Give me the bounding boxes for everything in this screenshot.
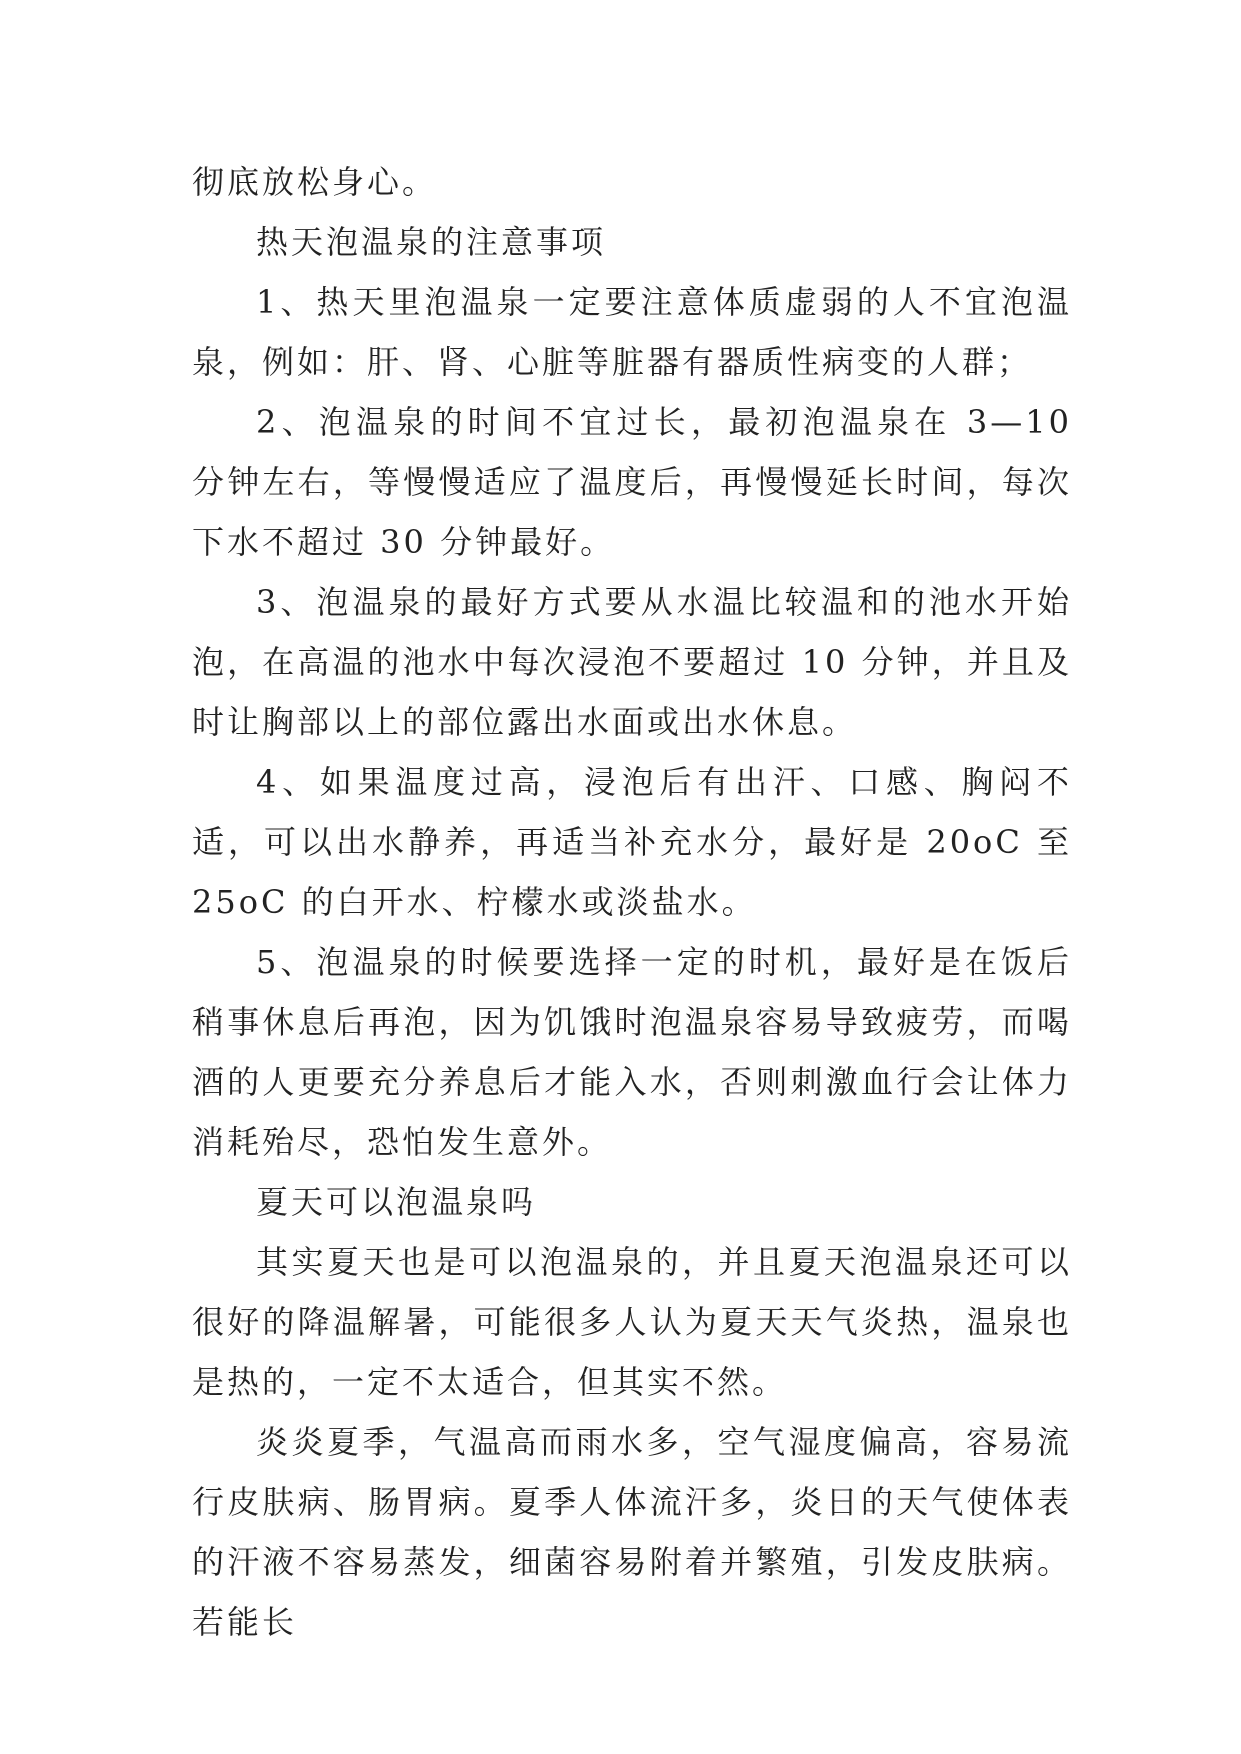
document-body (192, 152, 1072, 1652)
body-paragraph-1: 其实夏天也是可以泡温泉的，并且夏天泡温泉还可以很好的降温解暑，可能很多人认为夏天天气炎热，温泉也是热的，一定不太适合，但其实不然。 (192, 1243, 1072, 1401)
section-heading-precautions: 热天泡温泉的注意事项 (256, 223, 607, 261)
section-heading-summer: 夏天可以泡温泉吗 (256, 1183, 537, 1221)
list-item-2: 2、泡温泉的时间不宜过长，最初泡温泉在 3—10 分钟左右，等慢慢适应了温度后，再慢慢延长时间，每次下水不超过 30 分钟最好。 (192, 403, 1072, 561)
paragraph-continuation: 彻底放松身心。 (192, 163, 438, 201)
body-paragraph-2: 炎炎夏季，气温高而雨水多，空气湿度偏高，容易流行皮肤病、肠胃病。夏季人体流汗多，炎日的天气使体表的汗液不容易蒸发，细菌容易附着并繁殖，引发皮肤病。若能长 (192, 1423, 1072, 1641)
list-item-3: 3、泡温泉的最好方式要从水温比较温和的池水开始泡，在高温的池水中每次浸泡不要超过 10 分钟，并且及时让胸部以上的部位露出水面或出水休息。 (192, 583, 1072, 741)
list-item-5: 5、泡温泉的时候要选择一定的时机，最好是在饭后稍事休息后再泡，因为饥饿时泡温泉容易导致疲劳，而喝酒的人更要充分养息后才能入水，否则刺激血行会让体力消耗殆尽，恐怕发生意外。 (192, 943, 1072, 1161)
list-item-1: 1、热天里泡温泉一定要注意体质虚弱的人不宜泡温泉，例如：肝、肾、心脏等脏器有器质性病变的人群； (192, 283, 1072, 381)
list-item-4: 4、如果温度过高，浸泡后有出汗、口感、胸闷不适，可以出水静养，再适当补充水分，最好是 20oC 至 25oC 的白开水、柠檬水或淡盐水。 (192, 763, 1072, 921)
